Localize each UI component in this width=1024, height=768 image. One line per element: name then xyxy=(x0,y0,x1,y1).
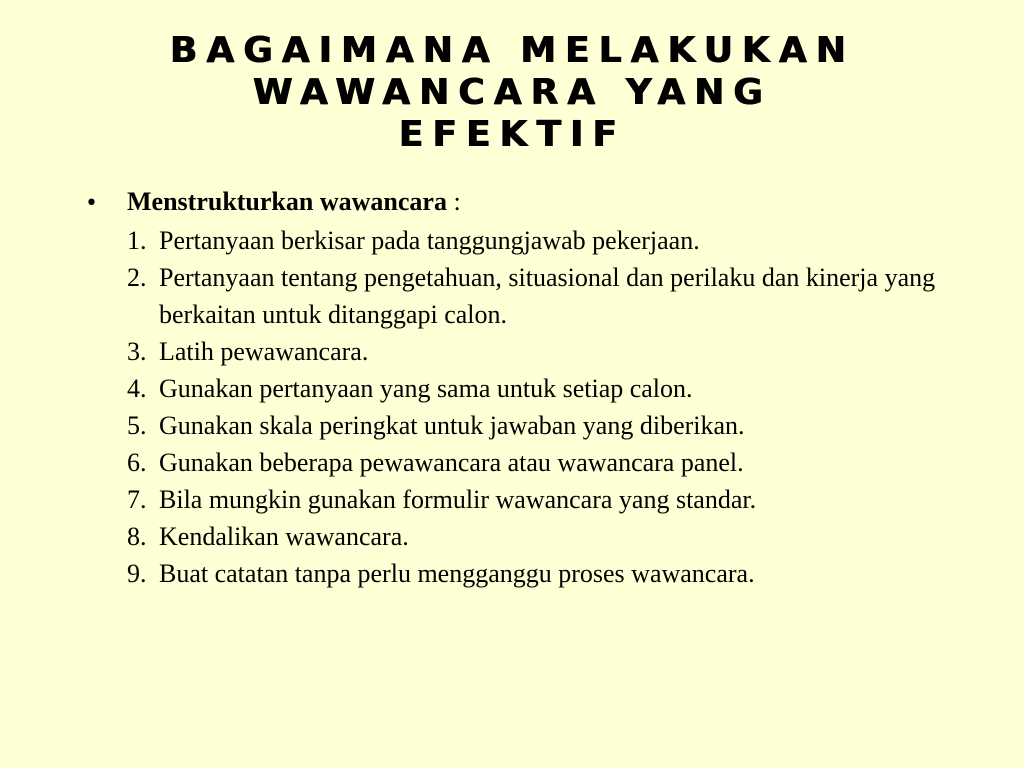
heading-text: Menstrukturkan wawancara xyxy=(127,187,447,216)
list-item-number: 5. xyxy=(127,411,147,440)
list-item-number: 1. xyxy=(127,226,147,255)
list-item xyxy=(127,333,985,370)
list-item-number: 4. xyxy=(127,374,147,403)
bullet-icon: • xyxy=(85,191,98,216)
bullet-heading-row xyxy=(85,183,985,222)
title-line-2: WAWANCARA YANG xyxy=(252,72,772,113)
list-item-number: 7. xyxy=(127,485,147,514)
list-item-number: 3. xyxy=(127,337,147,366)
list-item xyxy=(127,555,985,592)
list-item xyxy=(127,222,985,259)
list-item-text: Kendalikan wawancara. xyxy=(159,522,409,551)
list-item xyxy=(127,444,985,481)
numbered-list xyxy=(85,222,985,592)
list-item-number: 8. xyxy=(127,522,147,551)
slide-body xyxy=(85,183,985,592)
list-item-text: Gunakan beberapa pewawancara atau wawancara panel. xyxy=(159,448,744,477)
title-line-3: EFEKTIF xyxy=(398,114,626,155)
list-item-text: Gunakan pertanyaan yang sama untuk setiap calon. xyxy=(159,374,693,403)
slide-title xyxy=(60,30,964,156)
list-item xyxy=(127,518,985,555)
list-item-text: Bila mungkin gunakan formulir wawancara yang standar. xyxy=(159,485,757,514)
list-item-text: Gunakan skala peringkat untuk jawaban yang diberikan. xyxy=(159,411,745,440)
list-item-text: Pertanyaan tentang pengetahuan, situasional dan perilaku dan kinerja yang berkaitan untuk ditanggapi calon. xyxy=(159,263,936,329)
list-item-text: Latih pewawancara. xyxy=(159,337,369,366)
title-line-1: BAGAIMANA MELAKUKAN xyxy=(169,30,855,71)
list-item-number: 9. xyxy=(127,559,147,588)
list-item xyxy=(127,259,985,333)
list-item-text: Pertanyaan berkisar pada tanggungjawab pekerjaan. xyxy=(159,226,700,255)
heading-suffix: : xyxy=(446,187,461,216)
list-item-number: 6. xyxy=(127,448,147,477)
list-item-number: 2. xyxy=(127,263,147,292)
list-item xyxy=(127,481,985,518)
list-item-text: Buat catatan tanpa perlu mengganggu proses wawancara. xyxy=(159,559,755,588)
list-item xyxy=(127,370,985,407)
list-item xyxy=(127,407,985,444)
bullet-heading xyxy=(127,183,461,220)
